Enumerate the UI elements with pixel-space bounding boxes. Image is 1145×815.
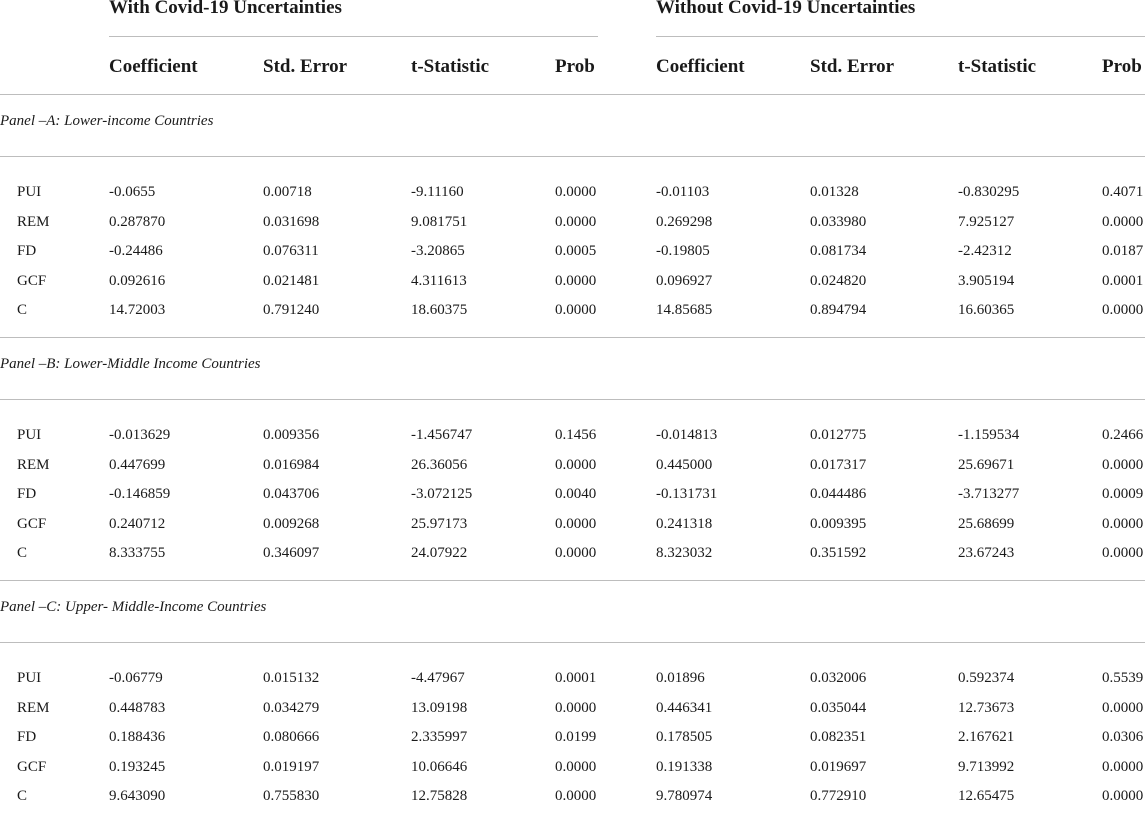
table-cell: 0.019697 [810, 759, 867, 775]
table-cell: -1.456747 [411, 427, 473, 443]
table-cell: 0.5539 [1102, 670, 1144, 686]
table-cell: 9.713992 [958, 759, 1015, 775]
table-cell: -4.47967 [411, 670, 465, 686]
table-cell: 0.043706 [263, 486, 320, 502]
table-cell: 25.97173 [411, 516, 468, 532]
table-cell: 7.925127 [958, 214, 1015, 230]
row-variable-label: FD [17, 486, 37, 502]
table-cell: 0.082351 [810, 729, 867, 745]
table-cell: -9.11160 [411, 184, 464, 200]
table-cell: 0.351592 [810, 545, 867, 561]
table-cell: 2.167621 [958, 729, 1015, 745]
table-cell: 0.021481 [263, 273, 320, 289]
table-cell: 0.034279 [263, 700, 320, 716]
table-cell: 0.080666 [263, 729, 320, 745]
table-cell: -0.24486 [109, 243, 163, 259]
row-variable-label: FD [17, 729, 37, 745]
table-cell: 0.00718 [263, 184, 312, 200]
column-header-with-std-error: Std. Error [263, 56, 348, 77]
table-cell: 0.0000 [555, 457, 597, 473]
column-header-without-coefficient: Coefficient [656, 56, 745, 77]
table-cell: 0.081734 [810, 243, 867, 259]
table-cell: 13.09198 [411, 700, 468, 716]
table-cell: -0.01103 [656, 184, 710, 200]
panel-title: Panel –A: Lower-income Countries [0, 113, 214, 129]
column-header-with-coefficient: Coefficient [109, 56, 198, 77]
table-cell: 10.06646 [411, 759, 468, 775]
panel-title-rule [0, 642, 1145, 643]
table-cell: -0.0655 [109, 184, 156, 200]
row-variable-label: FD [17, 243, 37, 259]
table-cell: 0.0000 [555, 184, 597, 200]
table-cell: 0.0000 [1102, 516, 1144, 532]
table-cell: 0.017317 [810, 457, 867, 473]
table-cell: 0.0000 [555, 545, 597, 561]
table-cell: 0.755830 [263, 788, 320, 804]
table-cell: 0.240712 [109, 516, 166, 532]
table-cell: 0.592374 [958, 670, 1015, 686]
table-cell: 0.269298 [656, 214, 713, 230]
table-cell: 0.0009 [1102, 486, 1144, 502]
table-cell: 0.446341 [656, 700, 713, 716]
panel-title-rule [0, 399, 1145, 400]
panel-end-rule [0, 580, 1145, 581]
table-cell: -0.131731 [656, 486, 718, 502]
table-cell: 0.0000 [555, 516, 597, 532]
row-variable-label: C [17, 302, 28, 318]
table-cell: 0.0000 [1102, 545, 1144, 561]
table-cell: 0.445000 [656, 457, 713, 473]
table-cell: 0.0000 [1102, 302, 1144, 318]
table-cell: 0.033980 [810, 214, 867, 230]
table-cell: 0.01328 [810, 184, 859, 200]
row-variable-label: PUI [17, 427, 42, 443]
table-cell: 0.076311 [263, 243, 319, 259]
table-cell: 0.791240 [263, 302, 320, 318]
table-cell: 9.780974 [656, 788, 713, 804]
table-cell: -2.42312 [958, 243, 1012, 259]
table-cell: 0.019197 [263, 759, 320, 775]
panel-title-rule [0, 156, 1145, 157]
table-cell: 0.0000 [555, 759, 597, 775]
table-cell: 0.092616 [109, 273, 166, 289]
table-cell: 0.096927 [656, 273, 713, 289]
table-cell: 0.0040 [555, 486, 597, 502]
table-cell: 3.905194 [958, 273, 1015, 289]
table-cell: 0.012775 [810, 427, 867, 443]
group-header-with-covid: With Covid-19 Uncertainties [109, 0, 342, 18]
column-header-without-t-statistic: t-Statistic [958, 56, 1037, 77]
group-underline-without [656, 36, 1145, 37]
table-cell: 0.031698 [263, 214, 320, 230]
table-cell: 0.0000 [1102, 214, 1144, 230]
table-cell: 0.0000 [555, 700, 597, 716]
table-cell: 0.447699 [109, 457, 166, 473]
table-cell: 0.015132 [263, 670, 320, 686]
table-cell: 0.0000 [555, 302, 597, 318]
table-cell: 0.188436 [109, 729, 166, 745]
table-cell: 0.0000 [1102, 457, 1144, 473]
table-cell: 18.60375 [411, 302, 468, 318]
table-cell: 0.016984 [263, 457, 320, 473]
group-header-without-covid: Without Covid-19 Uncertainties [656, 0, 916, 18]
table-cell: 25.68699 [958, 516, 1015, 532]
table-cell: 12.65475 [958, 788, 1015, 804]
table-cell: 0.0199 [555, 729, 597, 745]
table-cell: -1.159534 [958, 427, 1020, 443]
table-cell: 26.36056 [411, 457, 468, 473]
row-variable-label: REM [17, 700, 50, 716]
table-cell: 14.85685 [656, 302, 713, 318]
row-variable-label: REM [17, 214, 50, 230]
table-cell: 24.07922 [411, 545, 468, 561]
table-cell: 0.0000 [555, 788, 597, 804]
table-cell: 0.0306 [1102, 729, 1144, 745]
table-cell: 0.0001 [555, 670, 597, 686]
table-cell: 12.73673 [958, 700, 1015, 716]
table-cell: -0.830295 [958, 184, 1020, 200]
panel-title: Panel –B: Lower-Middle Income Countries [0, 356, 261, 372]
table-cell: 0.009356 [263, 427, 320, 443]
table-cell: 0.0187 [1102, 243, 1144, 259]
table-cell: 0.0005 [555, 243, 597, 259]
table-cell: 0.241318 [656, 516, 713, 532]
table-cell: 0.0000 [555, 214, 597, 230]
row-variable-label: GCF [17, 273, 47, 289]
row-variable-label: GCF [17, 759, 47, 775]
table-cell: -0.014813 [656, 427, 718, 443]
table-cell: 2.335997 [411, 729, 468, 745]
row-variable-label: PUI [17, 184, 42, 200]
table-cell: 0.0000 [1102, 759, 1144, 775]
table-cell: 23.67243 [958, 545, 1015, 561]
table-cell: 0.035044 [810, 700, 867, 716]
table-cell: 0.0000 [1102, 788, 1144, 804]
table-cell: -0.06779 [109, 670, 163, 686]
column-header-without-prob: Prob [1102, 56, 1142, 77]
row-variable-label: REM [17, 457, 50, 473]
table-cell: 0.1456 [555, 427, 597, 443]
table-cell: 0.0000 [555, 273, 597, 289]
table-cell: 0.024820 [810, 273, 867, 289]
table-cell: 0.01896 [656, 670, 705, 686]
table-cell: 0.346097 [263, 545, 320, 561]
column-header-without-std-error: Std. Error [810, 56, 895, 77]
table-cell: -3.20865 [411, 243, 465, 259]
column-header-with-prob: Prob [555, 56, 595, 77]
panel-title: Panel –C: Upper- Middle-Income Countries [0, 599, 267, 615]
table-cell: 0.2466 [1102, 427, 1144, 443]
table-cell: 0.009395 [810, 516, 867, 532]
table-cell: 12.75828 [411, 788, 468, 804]
table-cell: 0.772910 [810, 788, 867, 804]
table-cell: 0.4071 [1102, 184, 1144, 200]
table-cell: 0.0000 [1102, 700, 1144, 716]
table-cell: -0.013629 [109, 427, 171, 443]
table-cell: 0.0001 [1102, 273, 1144, 289]
table-cell: -3.713277 [958, 486, 1020, 502]
table-cell: 9.081751 [411, 214, 468, 230]
table-cell: 0.044486 [810, 486, 867, 502]
panel-end-rule [0, 337, 1145, 338]
table-cell: -3.072125 [411, 486, 473, 502]
table-cell: 14.72003 [109, 302, 166, 318]
table-cell: 0.448783 [109, 700, 166, 716]
table-cell: 0.178505 [656, 729, 713, 745]
table-cell: 0.894794 [810, 302, 867, 318]
row-variable-label: C [17, 788, 28, 804]
table-cell: 0.032006 [810, 670, 867, 686]
table-cell: 0.191338 [656, 759, 713, 775]
table-cell: 4.311613 [411, 273, 467, 289]
row-variable-label: GCF [17, 516, 47, 532]
table-cell: 0.193245 [109, 759, 166, 775]
row-variable-label: C [17, 545, 28, 561]
table-cell: 0.009268 [263, 516, 320, 532]
column-header-with-t-statistic: t-Statistic [411, 56, 490, 77]
table-cell: 9.643090 [109, 788, 166, 804]
table-cell: 25.69671 [958, 457, 1015, 473]
group-underline-with [109, 36, 598, 37]
table-cell: 8.323032 [656, 545, 713, 561]
table-cell: 16.60365 [958, 302, 1015, 318]
table-cell: 0.287870 [109, 214, 166, 230]
table-cell: -0.146859 [109, 486, 171, 502]
row-variable-label: PUI [17, 670, 42, 686]
table-cell: -0.19805 [656, 243, 710, 259]
header-bottom-rule [0, 94, 1145, 95]
table-cell: 8.333755 [109, 545, 166, 561]
